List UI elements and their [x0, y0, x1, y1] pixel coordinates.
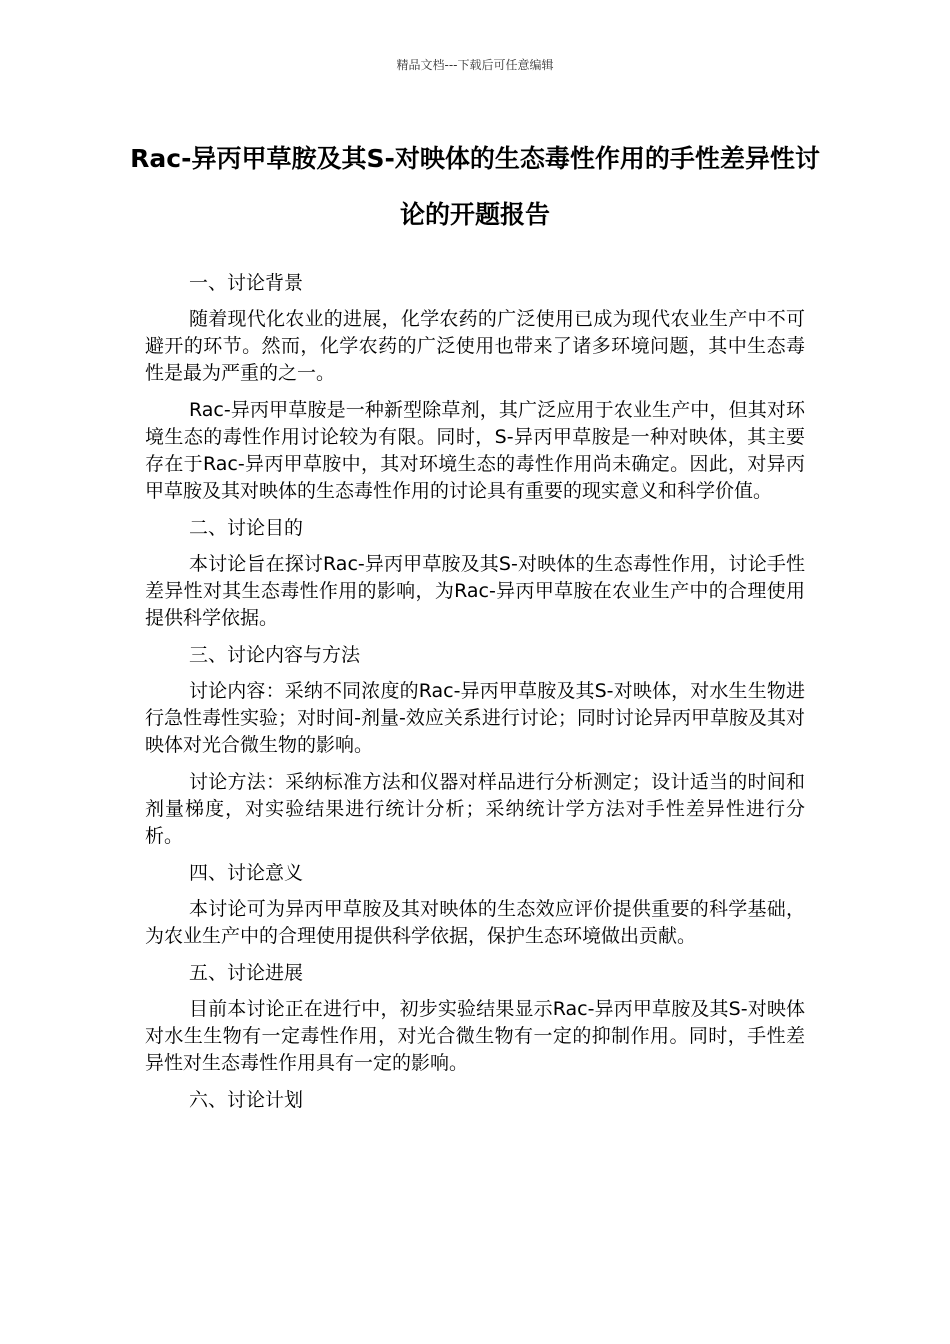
section-heading: 二、讨论目的 — [189, 517, 304, 539]
section-background — [145, 270, 805, 505]
section-heading: 四、讨论意义 — [189, 862, 304, 884]
document-header-note: 精品文档---下载后可任意编辑 — [396, 58, 554, 72]
document-body — [145, 270, 805, 1123]
paragraph: Rac-异丙甲草胺是一种新型除草剂，其广泛应用于农业生产中，但其对环境生态的毒性作用讨论较为有限。同时，S-异丙甲草胺是一种对映体，其主要存在于Rac-异丙甲草胺中，其对环境生态的毒性作用尚未确定。因此，对异丙甲草胺及其对映体的生态毒性作用的讨论具有重要的现实意义和科学价值。 — [145, 399, 805, 502]
paragraph: 讨论方法：采纳标准方法和仪器对样品进行分析测定；设计适当的时间和剂量梯度，对实验结果进行统计分析；采纳统计学方法对手性差异性进行分析。 — [145, 771, 805, 847]
section-heading: 六、讨论计划 — [189, 1089, 304, 1111]
paragraph: 本讨论可为异丙甲草胺及其对映体的生态效应评价提供重要的科学基础，为农业生产中的合理使用提供科学依据，保护生态环境做出贡献。 — [145, 898, 805, 947]
section-progress — [145, 960, 805, 1077]
section-heading: 三、讨论内容与方法 — [189, 644, 361, 666]
section-heading: 五、讨论进展 — [189, 962, 304, 984]
paragraph: 本讨论旨在探讨Rac-异丙甲草胺及其S-对映体的生态毒性作用，讨论手性差异性对其生态毒性作用的影响，为Rac-异丙甲草胺在农业生产中的合理使用提供科学依据。 — [145, 553, 805, 629]
paragraph: 讨论内容：采纳不同浓度的Rac-异丙甲草胺及其S-对映体，对水生生物进行急性毒性实验；对时间-剂量-效应关系进行讨论；同时讨论异丙甲草胺及其对映体对光合微生物的影响。 — [145, 680, 805, 756]
section-purpose — [145, 515, 805, 632]
paragraph: 随着现代化农业的进展，化学农药的广泛使用已成为现代农业生产中不可避开的环节。然而，化学农药的广泛使用也带来了诸多环境问题，其中生态毒性是最为严重的之一。 — [145, 308, 805, 384]
document-title: Rac-异丙甲草胺及其S-对映体的生态毒性作用的手性差异性讨论的开题报告 — [130, 144, 820, 229]
section-content-methods — [145, 642, 805, 850]
section-heading: 一、讨论背景 — [189, 272, 304, 294]
section-plan — [145, 1087, 805, 1114]
paragraph: 目前本讨论正在进行中，初步实验结果显示Rac-异丙甲草胺及其S-对映体对水生生物有一定毒性作用，对光合微生物有一定的抑制作用。同时，手性差异性对生态毒性作用具有一定的影响。 — [145, 998, 805, 1074]
section-significance — [145, 860, 805, 950]
